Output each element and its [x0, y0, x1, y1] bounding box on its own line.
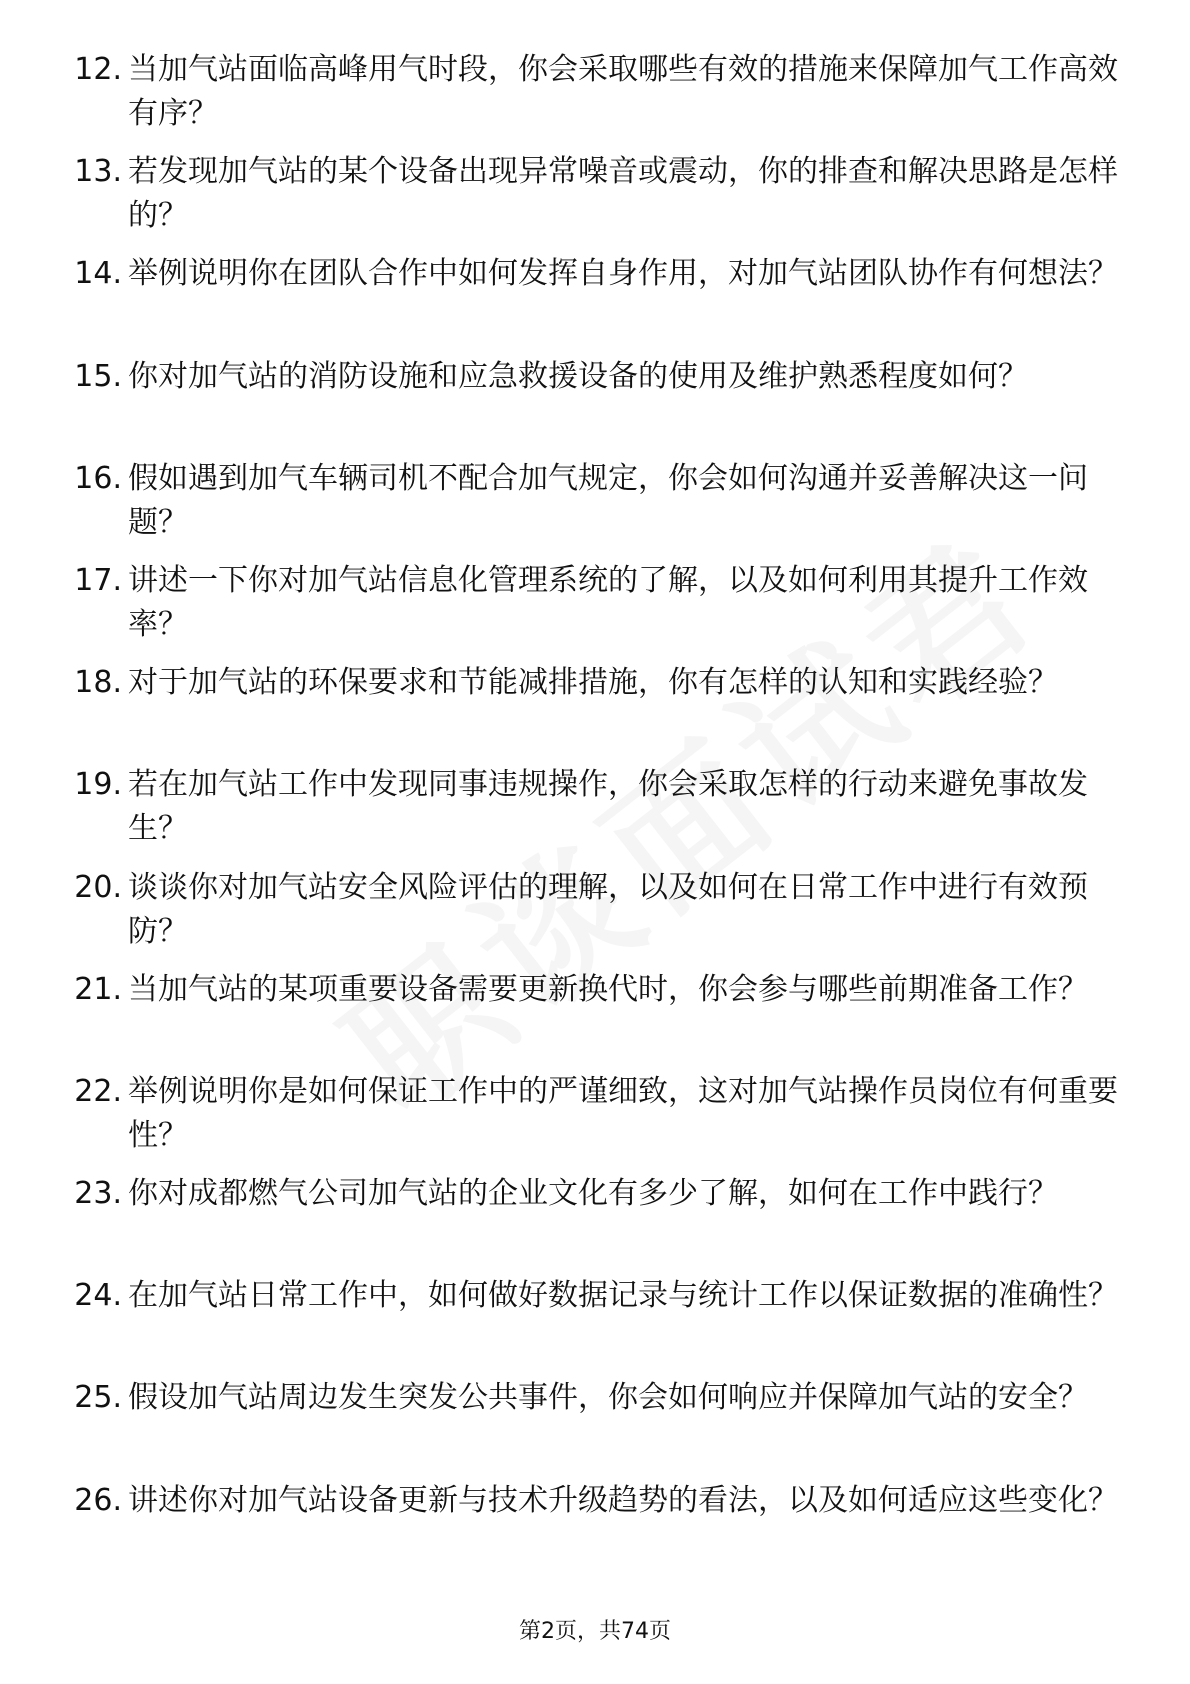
question-list: [0, 48, 1190, 1581]
question-number: 13.: [74, 154, 122, 190]
question-number: 17.: [74, 562, 122, 598]
list-item: [0, 150, 1190, 252]
list-item: [0, 1070, 1190, 1172]
question-number: 22.: [74, 1073, 122, 1109]
question-number: 21.: [74, 971, 122, 1007]
question-text: 假如遇到加气车辆司机不配合加气规定，你会如何沟通并妥善解决这一问题？: [128, 460, 1088, 540]
list-item: [0, 968, 1190, 1070]
question-number: 26.: [74, 1482, 122, 1518]
question-text: 当加气站的某项重要设备需要更新换代时，你会参与哪些前期准备工作？: [128, 971, 1088, 1007]
question-text: 讲述一下你对加气站信息化管理系统的了解，以及如何利用其提升工作效率？: [128, 562, 1088, 642]
list-item: [0, 661, 1190, 763]
question-text: 若发现加气站的某个设备出现异常噪音或震动，你的排查和解决思路是怎样的？: [128, 154, 1118, 234]
list-item: [0, 559, 1190, 661]
question-number: 18.: [74, 665, 122, 701]
question-number: 20.: [74, 869, 122, 905]
question-text: 当加气站面临高峰用气时段，你会采取哪些有效的措施来保障加气工作高效有序？: [128, 52, 1118, 131]
question-text: 假设加气站周边发生突发公共事件，你会如何响应并保障加气站的安全？: [128, 1380, 1088, 1416]
list-item: [0, 252, 1190, 354]
question-number: 24.: [74, 1278, 122, 1314]
page-footer: 第2页，共74页: [519, 1619, 671, 1644]
list-item: [0, 355, 1190, 457]
question-text: 举例说明你在团队合作中如何发挥自身作用，对加气站团队协作有何想法？: [128, 256, 1118, 292]
list-item: [0, 866, 1190, 968]
question-text: 举例说明你是如何保证工作中的严谨细致，这对加气站操作员岗位有何重要性？: [128, 1073, 1118, 1153]
question-text: 对于加气站的环保要求和节能减排措施，你有怎样的认知和实践经验？: [128, 665, 1058, 701]
question-number: 23.: [74, 1176, 122, 1212]
question-number: 25.: [74, 1380, 122, 1416]
question-text: 讲述你对加气站设备更新与技术升级趋势的看法，以及如何适应这些变化？: [128, 1482, 1118, 1518]
list-item: [0, 457, 1190, 559]
question-text: 若在加气站工作中发现同事违规操作，你会采取怎样的行动来避免事故发生？: [128, 767, 1088, 847]
list-item: [0, 1274, 1190, 1376]
question-number: 15.: [74, 358, 122, 394]
question-number: 19.: [74, 767, 122, 803]
question-number: 12.: [74, 52, 122, 87]
question-number: 16.: [74, 460, 122, 496]
question-text: 谈谈你对加气站安全风险评估的理解，以及如何在日常工作中进行有效预防？: [128, 869, 1088, 949]
list-item: [0, 1172, 1190, 1274]
question-text: 你对成都燃气公司加气站的企业文化有多少了解，如何在工作中践行？: [128, 1176, 1058, 1212]
list-item: [0, 48, 1190, 150]
list-item: [0, 763, 1190, 865]
question-text: 你对加气站的消防设施和应急救援设备的使用及维护熟悉程度如何？: [128, 358, 1028, 394]
question-number: 14.: [74, 256, 122, 292]
question-text: 在加气站日常工作中，如何做好数据记录与统计工作以保证数据的准确性？: [128, 1278, 1118, 1314]
list-item: [0, 1479, 1190, 1581]
list-item: [0, 1376, 1190, 1478]
